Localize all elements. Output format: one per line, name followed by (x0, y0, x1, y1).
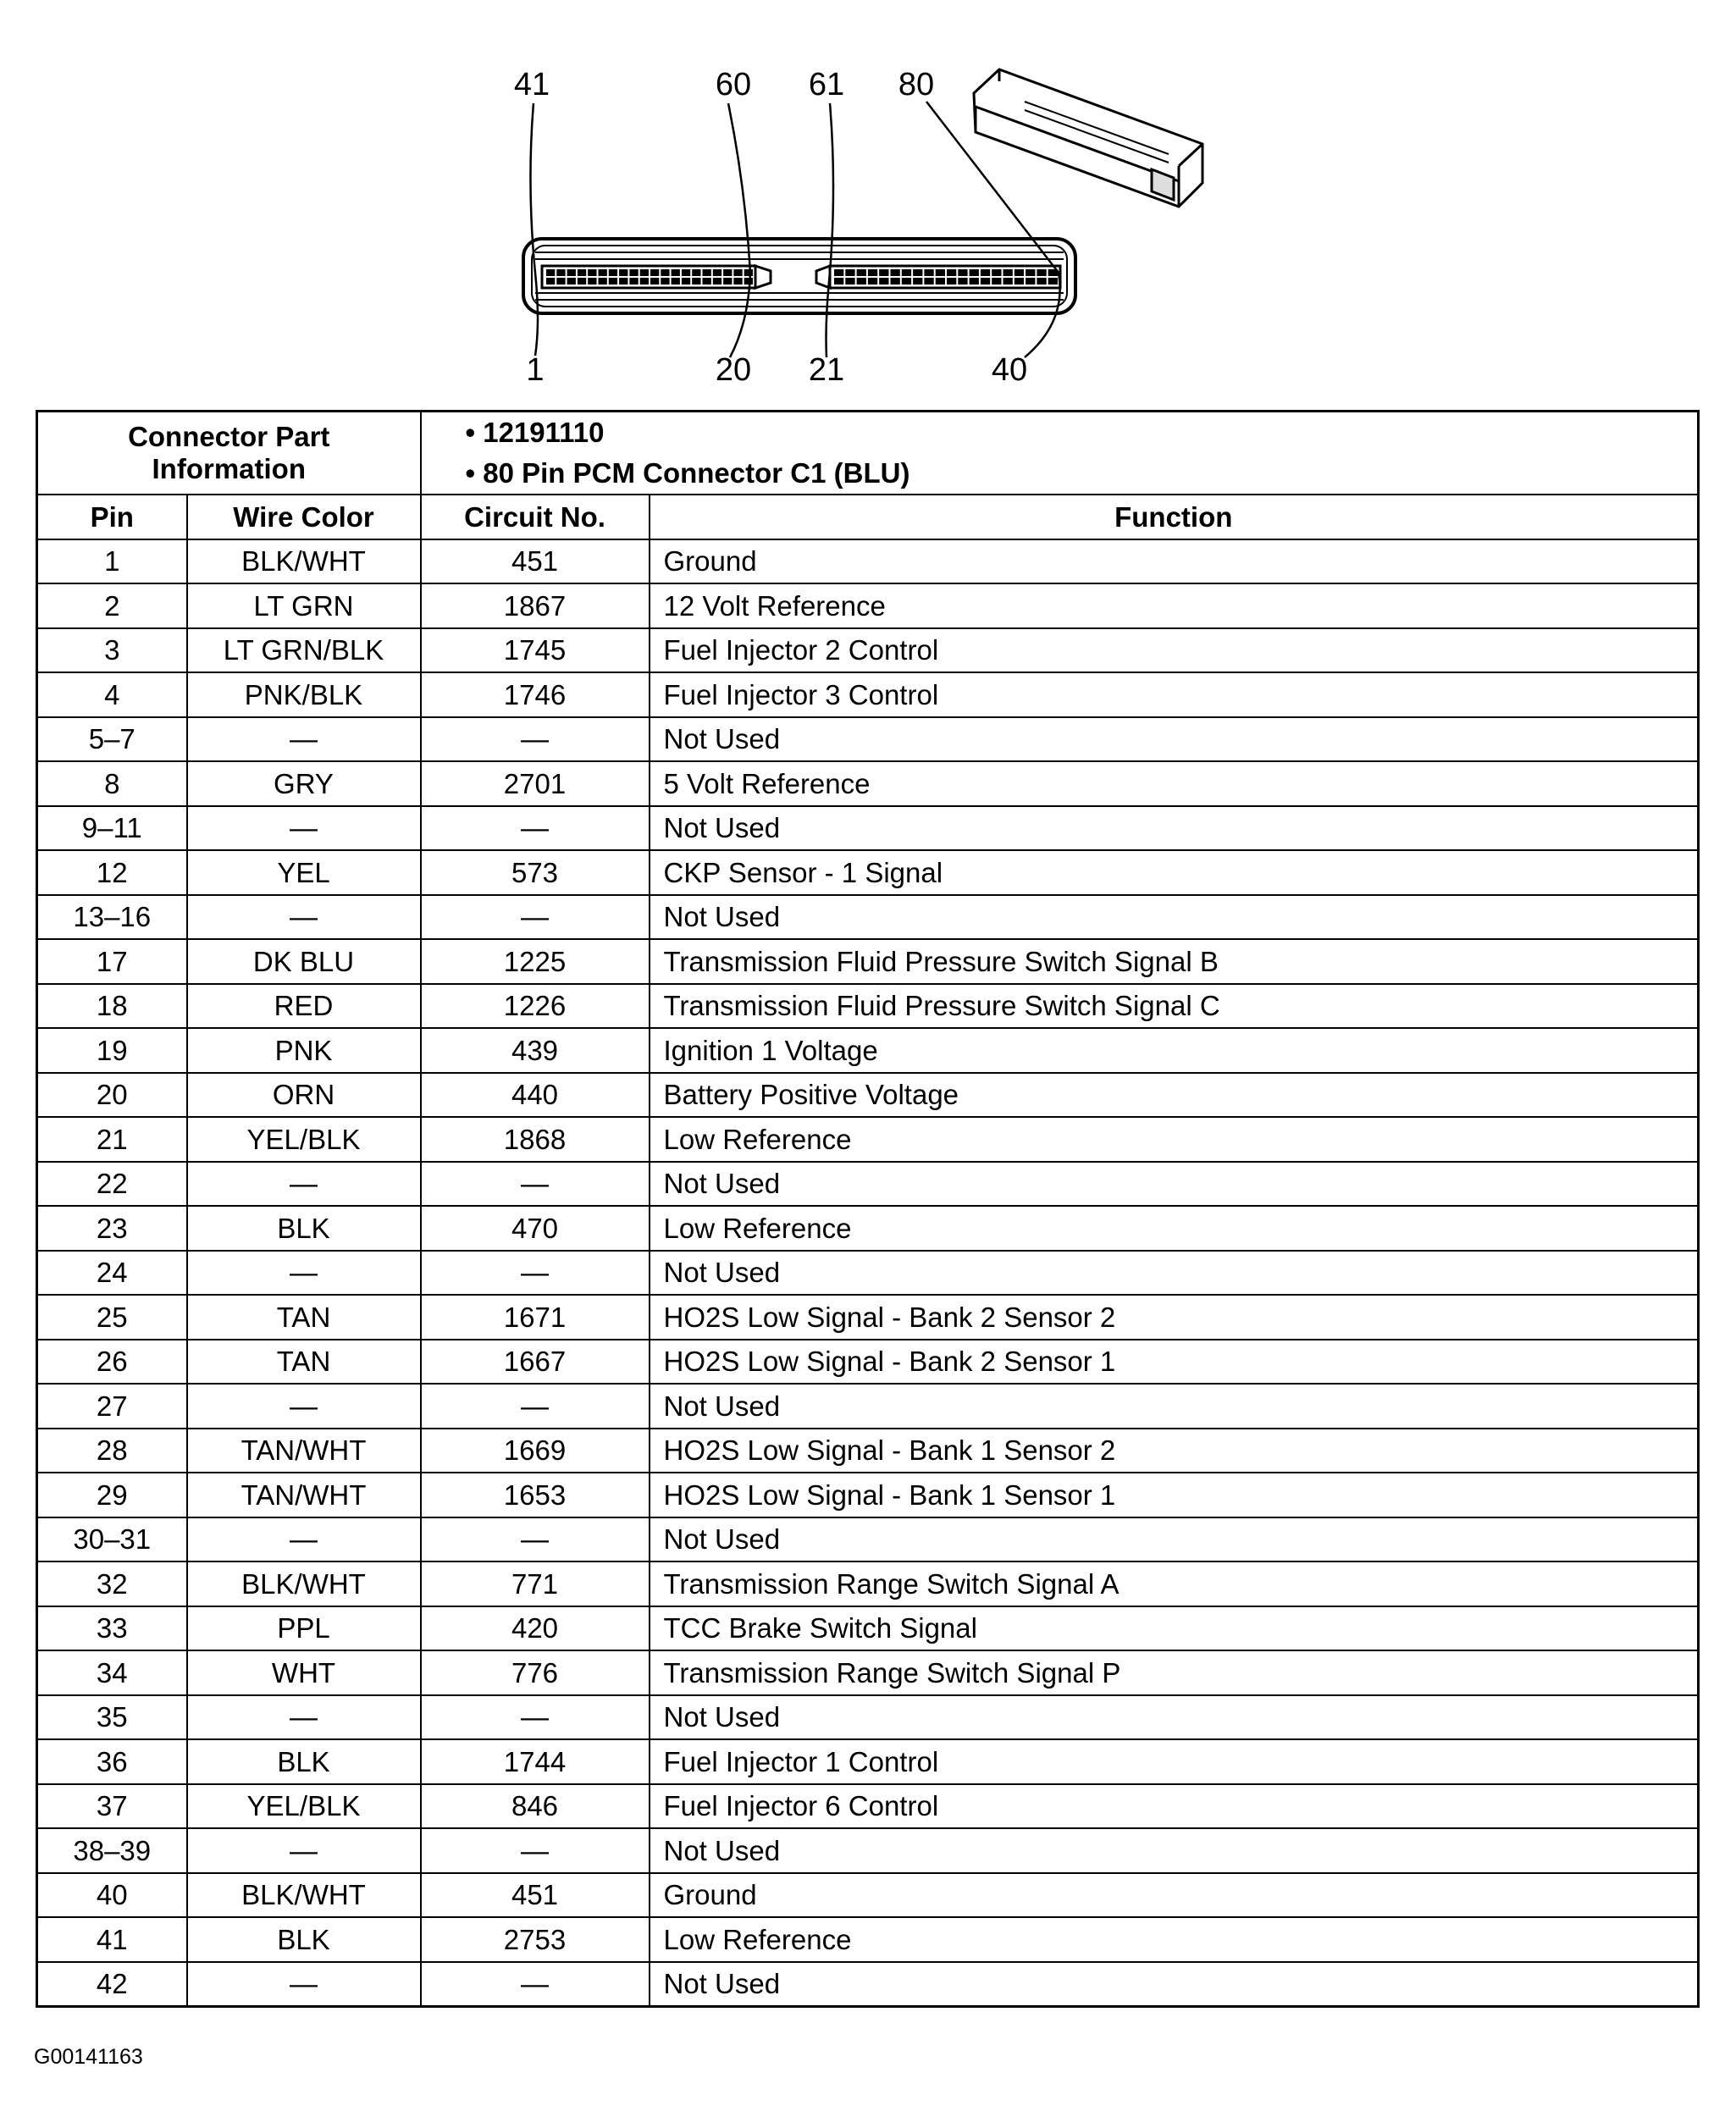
connector-pin (556, 269, 565, 276)
cell-pin: 5–7 (37, 717, 187, 762)
cell-function: Fuel Injector 6 Control (650, 1784, 1699, 1829)
connector-pin (868, 269, 877, 276)
cell-wire-color: BLK/WHT (187, 539, 421, 584)
column-header-circuit: Circuit No. (421, 495, 650, 539)
cell-pin: 20 (37, 1073, 187, 1118)
connector-pin (879, 278, 888, 285)
cell-wire-color: TAN (187, 1340, 421, 1385)
cell-pin: 21 (37, 1117, 187, 1162)
cell-function: Fuel Injector 3 Control (650, 672, 1699, 717)
cell-pin: 2 (37, 583, 187, 628)
connector-pin (619, 278, 628, 285)
connector-pin (672, 269, 680, 276)
connector-pin (891, 269, 900, 276)
cell-wire-color: TAN (187, 1295, 421, 1340)
connector-pin (744, 269, 753, 276)
connector-pin (1015, 278, 1024, 285)
connector-pin (1003, 278, 1013, 285)
table-row (37, 1429, 1699, 1473)
table-row (37, 672, 1699, 717)
cell-pin: 30–31 (37, 1517, 187, 1562)
cell-function: Transmission Range Switch Signal P (650, 1650, 1699, 1695)
connector-pin (619, 269, 628, 276)
table-row (37, 939, 1699, 984)
connector-pin (913, 269, 922, 276)
cell-wire-color: PPL (187, 1606, 421, 1651)
cell-circuit: — (421, 1384, 650, 1429)
cell-pin: 3 (37, 628, 187, 673)
cell-pin: 1 (37, 539, 187, 584)
connector-description: • 80 Pin PCM Connector C1 (BLU) (466, 453, 1698, 494)
cell-circuit: — (421, 1962, 650, 2007)
cell-pin: 41 (37, 1917, 187, 1962)
cell-function: Not Used (650, 1517, 1699, 1562)
pin-label-20: 20 (715, 352, 752, 388)
connector-pin (556, 278, 565, 285)
cell-function: Fuel Injector 2 Control (650, 628, 1699, 673)
table-row (37, 717, 1699, 762)
table-row (37, 761, 1699, 806)
pin-label-40: 40 (991, 352, 1028, 388)
cell-wire-color: YEL/BLK (187, 1117, 421, 1162)
cell-function: Not Used (650, 1251, 1699, 1296)
cell-circuit: 1745 (421, 628, 650, 673)
cell-circuit: 440 (421, 1073, 650, 1118)
cell-pin: 4 (37, 672, 187, 717)
connector-pin (546, 269, 555, 276)
table-row (37, 1117, 1699, 1162)
pin-label-80: 80 (898, 67, 935, 102)
cell-function: 5 Volt Reference (650, 761, 1699, 806)
cell-circuit: 451 (421, 1873, 650, 1918)
connector-pin (672, 278, 680, 285)
cell-circuit: 1744 (421, 1739, 650, 1784)
connector-pin (661, 269, 669, 276)
connector-pin (936, 278, 945, 285)
connector-pin (981, 278, 990, 285)
connector-pin (640, 269, 649, 276)
cell-circuit: 1226 (421, 984, 650, 1029)
column-header-wire-color: Wire Color (187, 495, 421, 539)
cell-wire-color: — (187, 1251, 421, 1296)
cell-pin: 40 (37, 1873, 187, 1918)
cell-function: Transmission Range Switch Signal A (650, 1561, 1699, 1606)
connector-pin (682, 269, 690, 276)
connector-pin (713, 269, 721, 276)
pin-label-61: 61 (808, 67, 845, 102)
cell-function: Low Reference (650, 1206, 1699, 1251)
cell-function: Transmission Fluid Pressure Switch Signal C (650, 984, 1699, 1029)
table-row (37, 1295, 1699, 1340)
cell-circuit: 439 (421, 1028, 650, 1073)
cell-wire-color: YEL (187, 850, 421, 895)
column-header-function: Function (650, 495, 1699, 539)
cell-circuit: — (421, 1517, 650, 1562)
connector-pin (588, 278, 596, 285)
cell-function: HO2S Low Signal - Bank 1 Sensor 2 (650, 1429, 1699, 1473)
column-header-pin: Pin (37, 495, 187, 539)
cell-circuit: 2753 (421, 1917, 650, 1962)
cell-function: 12 Volt Reference (650, 583, 1699, 628)
table-row (37, 850, 1699, 895)
connector-info-label-line1: Connector Part (128, 421, 330, 453)
table-row (37, 1873, 1699, 1918)
cell-circuit: 470 (421, 1206, 650, 1251)
connector-pin (913, 278, 922, 285)
connector-body (523, 239, 1075, 313)
pin-label-21: 21 (808, 352, 845, 388)
cell-function: Transmission Fluid Pressure Switch Signal B (650, 939, 1699, 984)
cell-wire-color: — (187, 806, 421, 851)
pin-label-1: 1 (526, 352, 545, 388)
table-row (37, 984, 1699, 1029)
connector-pin (609, 278, 617, 285)
connector-pin (1048, 278, 1058, 285)
table-row (37, 1828, 1699, 1873)
table-row (37, 1561, 1699, 1606)
cell-pin: 33 (37, 1606, 187, 1651)
cell-wire-color: TAN/WHT (187, 1473, 421, 1517)
cell-wire-color: — (187, 1517, 421, 1562)
connector-pin (857, 269, 866, 276)
pin-label-60: 60 (715, 67, 752, 102)
connector-pin (970, 278, 979, 285)
cell-circuit: — (421, 1251, 650, 1296)
connector-pin (845, 269, 854, 276)
table-row (37, 806, 1699, 851)
cell-wire-color: GRY (187, 761, 421, 806)
cell-circuit: 1671 (421, 1295, 650, 1340)
cell-circuit: — (421, 895, 650, 940)
cell-circuit: 1669 (421, 1429, 650, 1473)
table-row (37, 1384, 1699, 1429)
cell-circuit: 1225 (421, 939, 650, 984)
connector-pin (723, 278, 732, 285)
cell-circuit: — (421, 1162, 650, 1207)
cell-pin: 34 (37, 1650, 187, 1695)
connector-perspective-view (974, 69, 1202, 207)
cell-function: HO2S Low Signal - Bank 1 Sensor 1 (650, 1473, 1699, 1517)
table-row (37, 583, 1699, 628)
connector-pin (992, 269, 1001, 276)
connector-table (36, 410, 1700, 2008)
connector-info-label (37, 412, 421, 495)
connector-pin (981, 269, 990, 276)
leader-lines (530, 102, 1059, 357)
cell-wire-color: WHT (187, 1650, 421, 1695)
connector-info-values (421, 412, 1699, 495)
connector-pin (567, 278, 576, 285)
table-row (37, 1206, 1699, 1251)
cell-circuit: 1667 (421, 1340, 650, 1385)
cell-pin: 29 (37, 1473, 187, 1517)
table-row (37, 1473, 1699, 1517)
cell-circuit: 1867 (421, 583, 650, 628)
cell-circuit: 420 (421, 1606, 650, 1651)
cell-pin: 26 (37, 1340, 187, 1385)
table-row (37, 1028, 1699, 1073)
connector-pin (834, 278, 843, 285)
cell-circuit: — (421, 717, 650, 762)
cell-wire-color: PNK (187, 1028, 421, 1073)
cell-pin: 32 (37, 1561, 187, 1606)
cell-pin: 13–16 (37, 895, 187, 940)
cell-wire-color: PNK/BLK (187, 672, 421, 717)
table-row (37, 1073, 1699, 1118)
cell-function: Ground (650, 1873, 1699, 1918)
cell-function: CKP Sensor - 1 Signal (650, 850, 1699, 895)
cell-function: Not Used (650, 1384, 1699, 1429)
cell-pin: 37 (37, 1784, 187, 1829)
connector-pin (1026, 269, 1035, 276)
table-row (37, 1917, 1699, 1962)
cell-function: Not Used (650, 806, 1699, 851)
connector-pin (947, 269, 956, 276)
cell-pin: 35 (37, 1695, 187, 1740)
connector-pin (733, 278, 742, 285)
connector-pin (845, 278, 854, 285)
connector-pin (599, 278, 607, 285)
cell-circuit: — (421, 1695, 650, 1740)
connector-pin (834, 269, 843, 276)
cell-wire-color: — (187, 1695, 421, 1740)
cell-function: Fuel Injector 1 Control (650, 1739, 1699, 1784)
connector-pin (958, 278, 967, 285)
cell-function: Not Used (650, 1828, 1699, 1873)
cell-circuit: 2701 (421, 761, 650, 806)
connector-pin (992, 278, 1001, 285)
connector-pin (868, 278, 877, 285)
cell-pin: 9–11 (37, 806, 187, 851)
cell-pin: 27 (37, 1384, 187, 1429)
cell-wire-color: RED (187, 984, 421, 1029)
table-row (37, 1517, 1699, 1562)
cell-circuit: 573 (421, 850, 650, 895)
connector-pin (723, 269, 732, 276)
table-row (37, 1162, 1699, 1207)
cell-circuit: 776 (421, 1650, 650, 1695)
cell-circuit: 1868 (421, 1117, 650, 1162)
connector-pin (546, 278, 555, 285)
connector-pin (692, 269, 700, 276)
connector-pin (650, 278, 659, 285)
cell-function: Not Used (650, 1162, 1699, 1207)
connector-pin (970, 269, 979, 276)
connector-pin (682, 278, 690, 285)
connector-pin (924, 269, 933, 276)
cell-circuit: — (421, 806, 650, 851)
cell-pin: 38–39 (37, 1828, 187, 1873)
cell-circuit: 846 (421, 1784, 650, 1829)
cell-wire-color: DK BLU (187, 939, 421, 984)
connector-pin (661, 278, 669, 285)
cell-pin: 19 (37, 1028, 187, 1073)
figure-id: G00141163 (34, 2045, 143, 2069)
cell-pin: 22 (37, 1162, 187, 1207)
connector-pin (1015, 269, 1024, 276)
connector-info-label-line2: Information (152, 453, 306, 484)
table-row (37, 1606, 1699, 1651)
cell-function: Low Reference (650, 1117, 1699, 1162)
connector-pin (713, 278, 721, 285)
connector-pin (902, 278, 911, 285)
cell-wire-color: LT GRN (187, 583, 421, 628)
cell-function: HO2S Low Signal - Bank 2 Sensor 1 (650, 1340, 1699, 1385)
connector-pin (578, 278, 586, 285)
connector-pin (578, 269, 586, 276)
cell-wire-color: — (187, 717, 421, 762)
table-row (37, 628, 1699, 673)
connector-pin (567, 269, 576, 276)
cell-pin: 17 (37, 939, 187, 984)
connector-pin (902, 269, 911, 276)
connector-pin (924, 278, 933, 285)
cell-function: Battery Positive Voltage (650, 1073, 1699, 1118)
cell-pin: 12 (37, 850, 187, 895)
connector-diagram (474, 51, 1236, 398)
cell-wire-color: ORN (187, 1073, 421, 1118)
table-row (37, 539, 1699, 584)
connector-pin (609, 269, 617, 276)
cell-function: HO2S Low Signal - Bank 2 Sensor 2 (650, 1295, 1699, 1340)
cell-circuit: 451 (421, 539, 650, 584)
connector-pin (640, 278, 649, 285)
cell-wire-color: BLK (187, 1917, 421, 1962)
connector-pin (703, 278, 711, 285)
cell-pin: 23 (37, 1206, 187, 1251)
cell-wire-color: BLK (187, 1739, 421, 1784)
cell-wire-color: BLK/WHT (187, 1561, 421, 1606)
column-header-row (37, 495, 1699, 539)
connector-pin (744, 278, 753, 285)
connector-pin (629, 269, 638, 276)
cell-function: Not Used (650, 717, 1699, 762)
cell-wire-color: — (187, 1962, 421, 2007)
connector-info-row (37, 412, 1699, 495)
cell-wire-color: — (187, 1384, 421, 1429)
connector-pin (1037, 278, 1046, 285)
table-row (37, 1739, 1699, 1784)
connector-pin (891, 278, 900, 285)
connector-pin (1037, 269, 1046, 276)
cell-circuit: — (421, 1828, 650, 1873)
table-row (37, 895, 1699, 940)
connector-pin (629, 278, 638, 285)
cell-pin: 25 (37, 1295, 187, 1340)
table-row (37, 1784, 1699, 1829)
connector-pin (936, 269, 945, 276)
connector-pin (650, 269, 659, 276)
cell-function: Low Reference (650, 1917, 1699, 1962)
connector-pin (958, 269, 967, 276)
connector-pin (857, 278, 866, 285)
cell-function: TCC Brake Switch Signal (650, 1606, 1699, 1651)
connector-pin (588, 269, 596, 276)
pin-label-41: 41 (513, 67, 550, 102)
table-row (37, 1251, 1699, 1296)
connector-part-number: • 12191110 (466, 412, 1698, 453)
cell-wire-color: BLK/WHT (187, 1873, 421, 1918)
cell-wire-color: — (187, 1828, 421, 1873)
cell-wire-color: TAN/WHT (187, 1429, 421, 1473)
connector-pin (599, 269, 607, 276)
connector-pin (692, 278, 700, 285)
cell-function: Ground (650, 539, 1699, 584)
cell-function: Not Used (650, 895, 1699, 940)
cell-wire-color: — (187, 1162, 421, 1207)
cell-wire-color: BLK (187, 1206, 421, 1251)
cell-pin: 28 (37, 1429, 187, 1473)
cell-circuit: 771 (421, 1561, 650, 1606)
connector-pin (733, 269, 742, 276)
cell-wire-color: — (187, 895, 421, 940)
cell-function: Ignition 1 Voltage (650, 1028, 1699, 1073)
cell-pin: 8 (37, 761, 187, 806)
cell-pin: 18 (37, 984, 187, 1029)
cell-pin: 24 (37, 1251, 187, 1296)
cell-function: Not Used (650, 1962, 1699, 2007)
table-row (37, 1650, 1699, 1695)
connector-pin (1003, 269, 1013, 276)
connector-pin (879, 269, 888, 276)
cell-function: Not Used (650, 1695, 1699, 1740)
connector-pin (947, 278, 956, 285)
table-row (37, 1962, 1699, 2007)
cell-wire-color: LT GRN/BLK (187, 628, 421, 673)
connector-pin (703, 269, 711, 276)
cell-wire-color: YEL/BLK (187, 1784, 421, 1829)
connector-pin (1026, 278, 1035, 285)
cell-pin: 42 (37, 1962, 187, 2007)
cell-circuit: 1746 (421, 672, 650, 717)
table-row (37, 1695, 1699, 1740)
cell-circuit: 1653 (421, 1473, 650, 1517)
table-row (37, 1340, 1699, 1385)
cell-pin: 36 (37, 1739, 187, 1784)
